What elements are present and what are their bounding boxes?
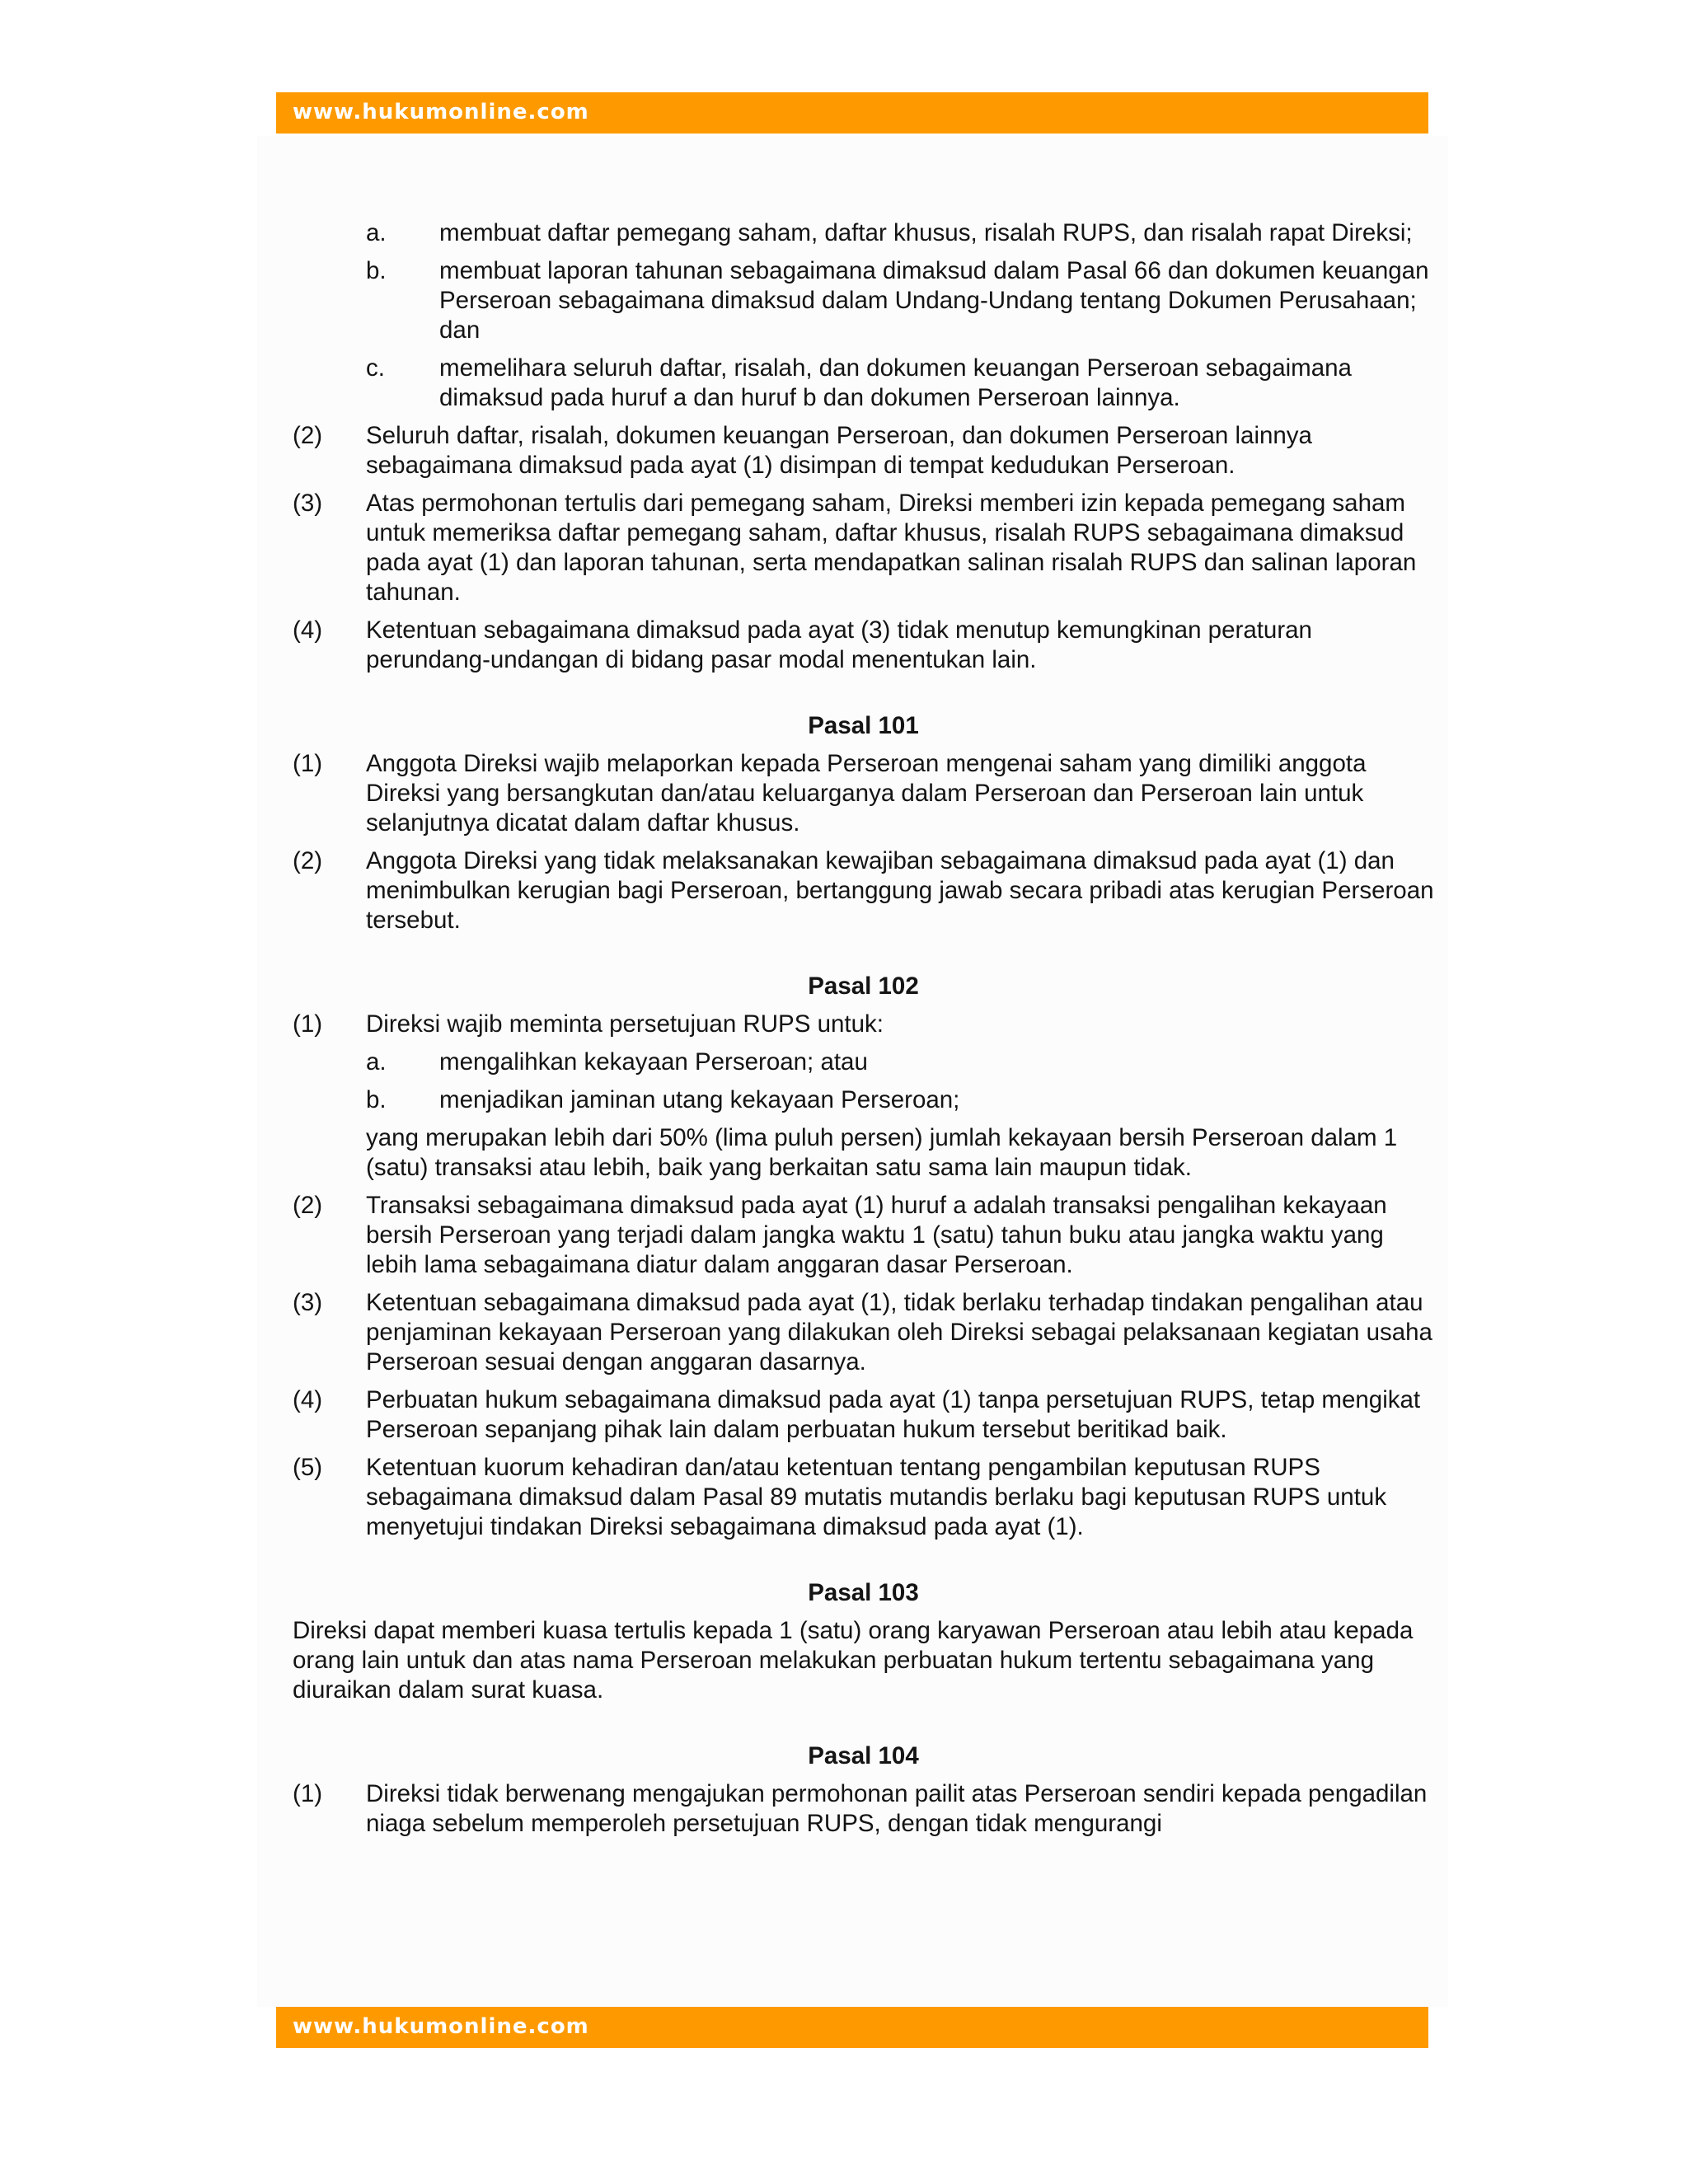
item-label: c. [366, 354, 385, 382]
verse-number: (2) [293, 1192, 323, 1219]
verse-number: (1) [293, 750, 323, 777]
verse-number: (4) [293, 616, 323, 644]
verse-number: (3) [293, 490, 323, 517]
item-label: a. [366, 1048, 387, 1076]
verse-text: Anggota Direksi wajib melaporkan kepada Perseroan mengenai saham yang dimiliki anggota Direksi yang bersangkutan dan/atau keluarganya dalam Perseroan dan Perseroan lain untuk selanjutnya dicatat dalam daftar khusus. [366, 750, 1367, 837]
verse [293, 1385, 1434, 1445]
verse-text: Direksi wajib meminta persetujuan RUPS untuk: [366, 1010, 884, 1038]
verse-number: (1) [293, 1010, 323, 1038]
verse-number: (5) [293, 1454, 323, 1481]
list-item [366, 218, 1434, 248]
verse-text: Ketentuan sebagaimana dimaksud pada ayat (3) tidak menutup kemungkinan peraturan perundang-undangan di bidang pasar modal menentukan lain. [366, 616, 1312, 673]
item-label: b. [366, 257, 387, 284]
footer-site-link[interactable]: www.hukumonline.com [293, 2014, 589, 2039]
list-item [366, 1047, 1434, 1077]
list-item [366, 354, 1434, 413]
verse [293, 616, 1434, 675]
item-text: membuat daftar pemegang saham, daftar khusus, risalah RUPS, dan risalah rapat Direksi; [439, 219, 1413, 246]
verse-text: Perbuatan hukum sebagaimana dimaksud pada ayat (1) tanpa persetujuan RUPS, tetap mengikat Perseroan sepanjang pihak lain dalam perbuatan hukum tersebut beritikad baik. [366, 1386, 1421, 1443]
item-text: memelihara seluruh daftar, risalah, dan dokumen keuangan Perseroan sebagaimana dimaksud pada huruf a dan huruf b dan dokumen Perseroan lainnya. [439, 354, 1352, 411]
list-item [366, 256, 1434, 345]
verse-continuation: yang merupakan lebih dari 50% (lima puluh persen) jumlah kekayaan bersih Perseroan dalam 1 (satu) transaksi atau lebih, baik yang berkaitan satu sama lain maupun tidak. [366, 1124, 1398, 1181]
item-label: b. [366, 1086, 387, 1113]
article-heading: Pasal 103 [808, 1579, 919, 1606]
verse [293, 749, 1434, 838]
verse-text: Ketentuan sebagaimana dimaksud pada ayat (1), tidak berlaku terhadap tindakan pengalihan atau penjaminan kekayaan Perseroan yang dilakukan oleh Direksi sebagai pelaksanaan kegiatan usaha Perseroan sesuai dengan anggaran dasarnya. [366, 1289, 1432, 1376]
item-text: membuat laporan tahunan sebagaimana dimaksud dalam Pasal 66 dan dokumen keuangan Perseroan sebagaimana dimaksud dalam Undang-Undang tentang Dokumen Perusahaan; dan [439, 257, 1429, 344]
item-text: mengalihkan kekayaan Perseroan; atau [439, 1048, 868, 1076]
verse-number: (1) [293, 1780, 323, 1807]
verse [293, 1010, 1434, 1039]
verse-text: Seluruh daftar, risalah, dokumen keuangan Perseroan, dan dokumen Perseroan lainnya sebagaimana dimaksud pada ayat (1) disimpan di tempat kedudukan Perseroan. [366, 422, 1312, 479]
verse-text: Transaksi sebagaimana dimaksud pada ayat (1) huruf a adalah transaksi pengalihan kekayaan bersih Perseroan yang terjadi dalam jangka waktu 1 (satu) tahun buku atau jangka waktu yang lebih lama sebagaimana diatur dalam anggaran dasar Perseroan. [366, 1192, 1387, 1278]
verse-text: Direksi tidak berwenang mengajukan permohonan pailit atas Perseroan sendiri kepada pengadilan niaga sebelum memperoleh persetujuan RUPS, dengan tidak mengurangi [366, 1780, 1428, 1837]
header-band [276, 92, 1428, 134]
item-label: a. [366, 219, 387, 246]
item-text: menjadikan jaminan utang kekayaan Perseroan; [439, 1086, 960, 1113]
verse [293, 489, 1434, 607]
verse [293, 1779, 1434, 1839]
article-heading: Pasal 104 [808, 1742, 919, 1769]
article-heading: Pasal 101 [808, 712, 919, 739]
document-body [293, 218, 1434, 1847]
verse [293, 1191, 1434, 1280]
verse-text: Atas permohonan tertulis dari pemegang saham, Direksi memberi izin kepada pemegang saham untuk memeriksa daftar pemegang saham, daftar khusus, risalah RUPS sebagaimana dimaksud pada ayat (1) dan laporan tahunan, serta mendapatkan salinan risalah RUPS dan salinan laporan tahunan. [366, 490, 1417, 606]
verse-number: (3) [293, 1289, 323, 1316]
footer-band [276, 2007, 1428, 2048]
verse [293, 1453, 1434, 1542]
verse-text: Anggota Direksi yang tidak melaksanakan kewajiban sebagaimana dimaksud pada ayat (1) dan menimbulkan kerugian bagi Perseroan, bertanggung jawab secara pribadi atas kerugian Perseroan tersebut. [366, 847, 1434, 934]
header-site-link[interactable]: www.hukumonline.com [293, 100, 589, 124]
verse [293, 846, 1434, 935]
verse-number: (2) [293, 422, 323, 449]
list-item [366, 1085, 1434, 1115]
verse-text: Ketentuan kuorum kehadiran dan/atau ketentuan tentang pengambilan keputusan RUPS sebagaimana dimaksud dalam Pasal 89 mutatis mutandis berlaku bagi keputusan RUPS untuk menyetujui tindakan Direksi sebagaimana dimaksud pada ayat (1). [366, 1454, 1387, 1540]
verse [293, 421, 1434, 480]
verse-number: (4) [293, 1386, 323, 1413]
article-heading: Pasal 102 [808, 972, 919, 1000]
verse [293, 1288, 1434, 1377]
article-paragraph: Direksi dapat memberi kuasa tertulis kepada 1 (satu) orang karyawan Perseroan atau lebih atau kepada orang lain untuk dan atas nama Perseroan melakukan perbuatan hukum tertentu sebagaimana yang diuraikan dalam surat kuasa. [293, 1617, 1414, 1704]
verse-number: (2) [293, 847, 323, 874]
